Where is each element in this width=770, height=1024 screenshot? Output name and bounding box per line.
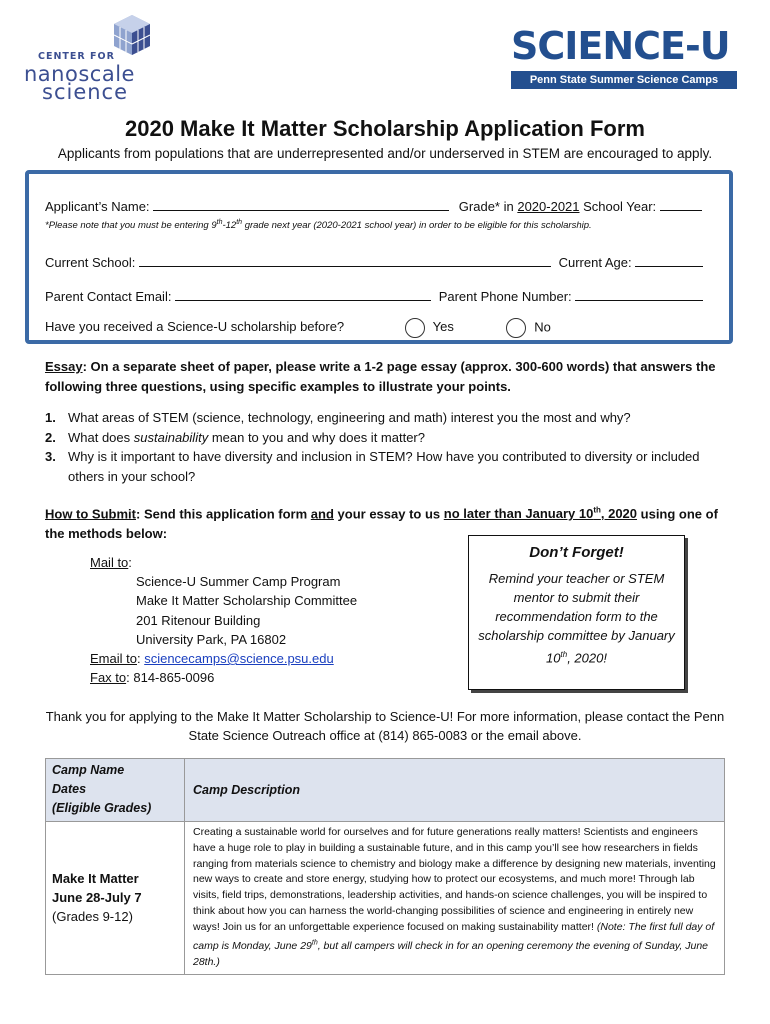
parent-email-label: Parent Contact Email: bbox=[45, 289, 172, 304]
camp-description: Creating a sustainable world for ourselves and for future generations really matters! Scientists and engineers have a huge role to play in building a sustainable future, and in this camp you’ll see how researchers in fields ranging from materials science to chemistry and biology make a difference by designing new materials, inventing new ways to create and store energy, studying how to protect our ecosystems, and much more! Through lab visits, field trips, demonstrations, leadership activities, and hands-on science challenges, you will be inspired to think about how you can harness the world-changing possibilities of science and engineering in entirely new ways! Join us for an unforgettable experience focused on making sustainability matter! bbox=[193, 826, 716, 933]
address-line: University Park, PA 16802 bbox=[136, 631, 287, 647]
header-line: (Eligible Grades) bbox=[52, 801, 152, 815]
yes-radio[interactable] bbox=[405, 318, 425, 338]
camp-grades: (Grades 9-12) bbox=[52, 909, 133, 925]
reminder-box bbox=[468, 535, 685, 690]
school-year-label: School Year: bbox=[583, 199, 657, 214]
prior-scholarship-row bbox=[45, 318, 551, 338]
submit-deadline bbox=[444, 506, 637, 521]
address-line: Make It Matter Scholarship Committee bbox=[136, 593, 358, 609]
logo-science: science bbox=[42, 80, 129, 104]
note-sup-2: th bbox=[236, 219, 243, 226]
deadline-sup: th bbox=[593, 506, 601, 515]
header-line: Camp Name bbox=[52, 763, 125, 777]
page-title: 2020 Make It Matter Scholarship Application Form bbox=[125, 116, 645, 141]
deadline-year: , 2020 bbox=[600, 506, 638, 522]
question-text: What areas of STEM (science, technology, engineering and math) interest you the most and why? bbox=[68, 410, 631, 425]
no-radio[interactable] bbox=[506, 318, 526, 338]
eligibility-note bbox=[45, 219, 592, 231]
reminder-sup: th bbox=[560, 650, 568, 659]
reminder-end: , 2020! bbox=[567, 650, 607, 666]
submit-text-3: using one of the methods below: bbox=[45, 506, 718, 542]
mail-block: Mail to: Science-U Summer Camp Program Make It Matter Scholarship Committee 201 Ritenour Building University Park, PA 16802 Email to: sciencecamps@science.psu.edu Fax to: 814-865-0096 bbox=[90, 555, 358, 686]
reminder-body bbox=[475, 569, 678, 667]
submit-text-2: your essay to us bbox=[333, 506, 444, 522]
question-number: 1. bbox=[45, 410, 56, 425]
contact-row bbox=[45, 288, 703, 304]
essay-questions bbox=[45, 408, 735, 486]
address-line: 201 Ritenour Building bbox=[136, 612, 261, 628]
header-camp-name bbox=[46, 759, 185, 822]
camp-name: Make It Matter bbox=[52, 871, 139, 887]
how-to-submit-label: How to Submit bbox=[45, 506, 136, 522]
nanoscale-logo bbox=[20, 14, 170, 104]
thank-you-text: Thank you for applying to the Make It Matter Scholarship to Science-U! For more information, please contact the Penn State Science Outreach office at (814) 865-0083 or the email above. bbox=[45, 709, 725, 743]
essay-label: Essay bbox=[45, 359, 83, 374]
camp-note-end: , but all campers will check in for an opening ceremony the evening of Sunday, June 28th.) bbox=[193, 940, 708, 968]
prior-scholarship-label: Have you received a Science-U scholarship before? bbox=[45, 319, 345, 335]
camp-dates: June 28-July 7 bbox=[52, 890, 142, 906]
essay-text: : On a separate sheet of paper, please write a 1-2 page essay (approx. 300-600 words) that answers the following three questions, using specific examples to illustrate your points. bbox=[45, 359, 716, 394]
science-u-wordmark: SCIENCE-U bbox=[511, 24, 730, 68]
deadline-text: no later than January 10 bbox=[443, 506, 594, 522]
camp-description-cell bbox=[185, 822, 725, 975]
question-text-post: mean to you and why does it matter? bbox=[208, 429, 425, 445]
camp-note-sup: th bbox=[311, 939, 318, 947]
parent-phone-label: Parent Phone Number: bbox=[438, 289, 572, 304]
grade-year: 2020-2021 bbox=[517, 199, 580, 214]
logo-nanoscale: nanoscale bbox=[24, 62, 135, 86]
essay-instructions bbox=[45, 357, 735, 397]
applicant-name-label: Applicant’s Name: bbox=[45, 199, 150, 214]
address-line: Science-U Summer Camp Program bbox=[136, 574, 341, 590]
applicant-name-row bbox=[45, 198, 702, 214]
camp-table bbox=[45, 758, 725, 975]
school-row bbox=[45, 254, 703, 270]
science-u-logo bbox=[505, 25, 745, 95]
age-label: Current Age: bbox=[558, 255, 632, 270]
email-link[interactable]: sciencecamps@science.psu.edu bbox=[144, 651, 334, 667]
camp-note-text: (Note: The first full day of camp is Monday, June 29 bbox=[193, 920, 715, 953]
question-text: Why is it important to have diversity and inclusion in STEM? How have you contributed to diversity or included others in your school? bbox=[68, 449, 700, 484]
note-text-3: grade next year (2020-2021 school year) in order to be eligible for this scholarship. bbox=[242, 220, 592, 232]
table-header-row bbox=[46, 759, 725, 822]
page-subtitle: Applicants from populations that are underrepresented and/or underserved in STEM are encouraged to apply. bbox=[57, 146, 713, 161]
note-text-2: -12 bbox=[222, 220, 237, 232]
grade-label: Grade* in bbox=[458, 199, 514, 214]
grade-field[interactable] bbox=[660, 198, 702, 211]
list-item bbox=[45, 428, 735, 448]
header-camp-description: Camp Description bbox=[185, 759, 725, 822]
camp-name-cell bbox=[46, 822, 185, 975]
note-sup-1: th bbox=[216, 219, 223, 226]
parent-phone-field[interactable] bbox=[575, 288, 703, 301]
application-form-box bbox=[25, 170, 733, 344]
submit-text-1: : Send this application form bbox=[136, 506, 311, 522]
question-text bbox=[68, 428, 425, 448]
school-field[interactable] bbox=[139, 254, 551, 267]
list-item bbox=[45, 408, 735, 428]
header-line: Dates bbox=[52, 782, 87, 796]
reminder-heading: Don’t Forget! bbox=[529, 544, 624, 561]
submit-and: and bbox=[310, 506, 334, 522]
science-u-tagline: Penn State Summer Science Camps bbox=[511, 71, 737, 89]
question-text-pre: What does bbox=[68, 429, 134, 445]
note-text-1: *Please note that you must be entering 9 bbox=[45, 220, 217, 232]
applicant-name-field[interactable] bbox=[153, 198, 449, 211]
yes-label: Yes bbox=[432, 319, 454, 335]
question-emphasis: sustainability bbox=[133, 429, 209, 445]
table-row bbox=[46, 822, 725, 975]
reminder-text: Remind your teacher or STEM mentor to submit their recommendation form to the scholarship committee by January 10 bbox=[478, 571, 675, 666]
parent-email-field[interactable] bbox=[175, 288, 431, 301]
fax-to-label: Fax to bbox=[90, 670, 127, 686]
email-to-label: Email to bbox=[90, 651, 137, 667]
question-number: 2. bbox=[45, 429, 56, 445]
fax-number: 814-865-0096 bbox=[133, 670, 215, 686]
no-label: No bbox=[534, 319, 551, 335]
list-item bbox=[45, 447, 735, 486]
school-label: Current School: bbox=[45, 255, 136, 270]
question-number: 3. bbox=[45, 449, 56, 464]
cube-logo-icon bbox=[112, 14, 152, 56]
mail-to-label: Mail to bbox=[90, 555, 129, 570]
logo-center-for: CENTER FOR bbox=[38, 51, 115, 62]
age-field[interactable] bbox=[635, 254, 703, 267]
